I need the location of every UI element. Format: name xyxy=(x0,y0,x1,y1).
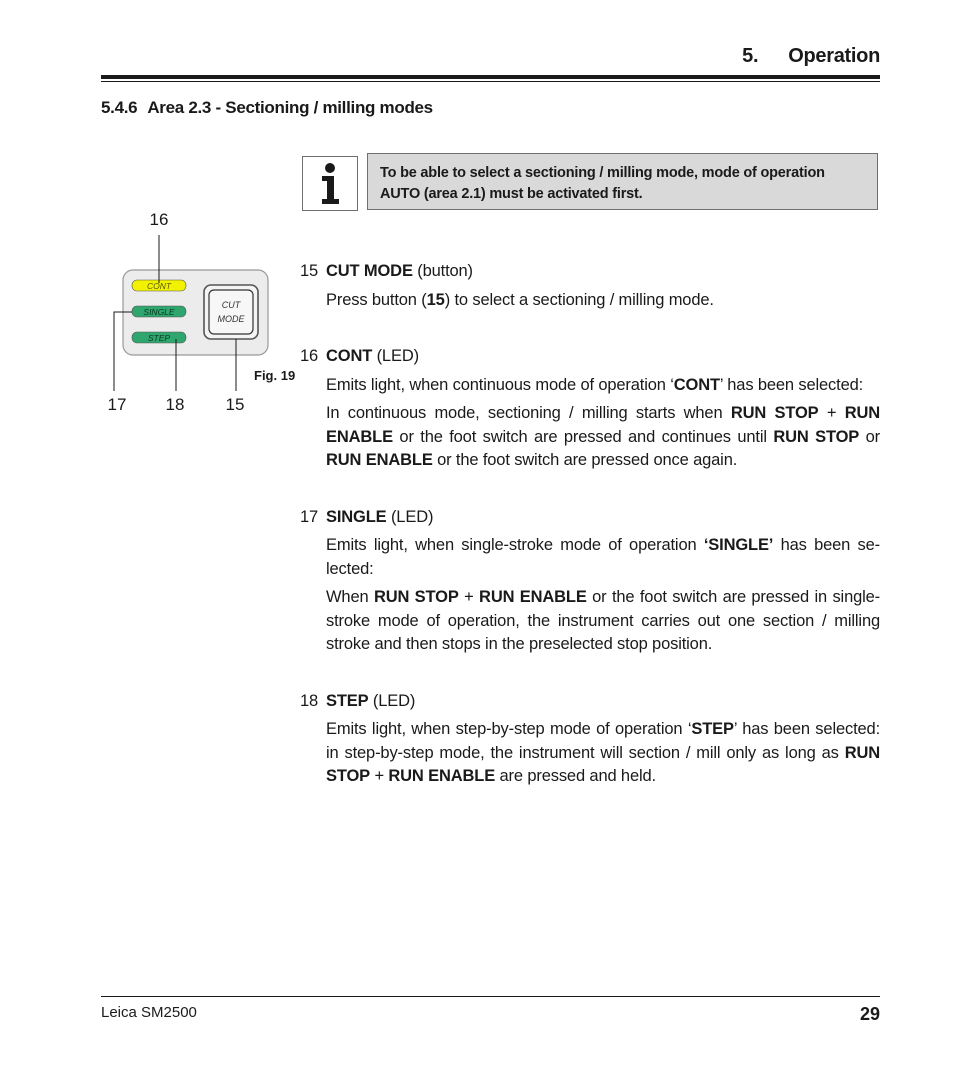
text-segment: STEP xyxy=(691,720,734,738)
text-segment: RUN ENABLE xyxy=(388,767,496,785)
led-label-step: STEP xyxy=(147,333,171,343)
text-segment: ‘SINGLE’ xyxy=(703,536,774,554)
header-rule xyxy=(101,75,880,79)
item-title-segment: (LED) xyxy=(372,347,419,365)
item-title xyxy=(326,506,433,530)
text-segment: or the foot switch are pressed and continues until xyxy=(392,427,774,446)
text-segment: + xyxy=(370,767,389,785)
section-title: Area 2.3 - Sectioning / milling modes xyxy=(147,98,433,117)
text-segment: When xyxy=(326,588,374,606)
text-segment: CONT xyxy=(673,375,720,394)
info-icon xyxy=(302,156,358,211)
item-paragraph xyxy=(326,374,880,398)
item-paragraph xyxy=(326,586,880,657)
cut-mode-button-inner xyxy=(209,290,253,334)
chapter-heading xyxy=(742,45,880,68)
item-18 xyxy=(300,690,880,789)
item-title-segment: CUT MODE xyxy=(326,262,413,280)
text-segment: has been se-lected: xyxy=(326,536,880,578)
page-number: 29 xyxy=(859,1004,880,1024)
text-segment: RUN STOP xyxy=(773,427,860,446)
callout-15: 15 xyxy=(225,395,245,414)
item-body xyxy=(326,374,880,473)
item-title xyxy=(326,345,419,369)
text-segment: RUN ENABLE xyxy=(479,588,587,606)
item-heading xyxy=(300,345,880,369)
item-heading xyxy=(300,260,880,284)
led-label-single: SINGLE xyxy=(143,307,175,317)
item-paragraph xyxy=(326,718,880,789)
led-label-cont: CONT xyxy=(146,281,172,291)
item-number: 15 xyxy=(300,262,319,280)
item-title-segment: STEP xyxy=(326,691,369,710)
text-segment: + xyxy=(458,588,480,606)
chapter-title: Operation xyxy=(788,45,880,67)
text-segment: RUN STOP xyxy=(373,588,459,606)
item-15 xyxy=(300,260,880,312)
item-paragraph xyxy=(326,402,880,473)
text-segment: or the foot switch are pressed in single-stroke mode of operation, the instrument carries out one section / milling stroke and then stops in the preselected stop position. xyxy=(326,588,881,653)
item-list xyxy=(300,260,880,822)
text-segment: or the foot switch are pressed once again. xyxy=(432,451,738,469)
item-title-segment: (LED) xyxy=(386,507,434,526)
item-title xyxy=(326,690,415,714)
text-segment: Emits light, when continuous mode of operation ‘ xyxy=(326,375,674,394)
control-panel-figure xyxy=(100,205,300,420)
text-segment: are pressed and held. xyxy=(495,767,656,785)
callout-18: 18 xyxy=(165,395,185,414)
item-body xyxy=(326,534,880,657)
item-number: 18 xyxy=(300,691,319,710)
text-segment: Emits light, when single-stroke mode of operation xyxy=(326,536,704,554)
item-body xyxy=(326,289,880,313)
item-paragraph xyxy=(326,289,880,313)
callout-16: 16 xyxy=(149,210,169,229)
text-segment: Press button ( xyxy=(326,290,427,309)
chapter-number: 5. xyxy=(742,45,759,67)
text-segment: 15 xyxy=(426,290,445,309)
item-17 xyxy=(300,506,880,657)
item-number: 16 xyxy=(300,347,319,365)
item-body xyxy=(326,718,880,789)
notice-text: To be able to select a sectioning / milling mode, mode of operation AUTO (area 2.1) must be activated first. xyxy=(367,153,878,210)
text-segment: Emits light, when step-by-step mode of operation ‘ xyxy=(326,720,692,738)
item-paragraph xyxy=(326,534,880,581)
text-segment: ’ has been selected: in step-by-step mode, the instrument will section / mill only as long as xyxy=(326,720,881,762)
section-heading xyxy=(101,98,433,118)
footer-rule xyxy=(101,996,880,997)
button-label-line-1: CUT xyxy=(221,300,241,310)
item-title xyxy=(326,260,473,284)
item-title-segment: CONT xyxy=(326,347,373,365)
text-segment: or xyxy=(859,427,881,446)
item-heading xyxy=(300,690,880,714)
text-segment: RUN ENABLE xyxy=(326,404,880,446)
text-segment: RUN STOP xyxy=(730,404,819,422)
header-rule-thin xyxy=(101,81,880,82)
item-16 xyxy=(300,345,880,473)
text-segment: RUN STOP xyxy=(326,743,880,785)
text-segment: + xyxy=(818,404,845,422)
button-label-line-2: MODE xyxy=(217,314,245,324)
callout-17: 17 xyxy=(107,395,127,414)
text-segment: In continuous mode, sectioning / milling starts when xyxy=(326,404,731,422)
item-title-segment: (button) xyxy=(412,262,473,280)
text-segment: ) to select a sectioning / milling mode. xyxy=(444,290,714,309)
item-title-segment: (LED) xyxy=(368,691,416,710)
item-heading xyxy=(300,506,880,530)
figure-label: Fig. 19 xyxy=(254,368,296,383)
product-name: Leica SM2500 xyxy=(101,1004,197,1021)
text-segment: RUN ENABLE xyxy=(326,451,433,469)
item-title-segment: SINGLE xyxy=(326,507,387,526)
item-number: 17 xyxy=(300,507,319,526)
text-segment: ’ has been selected: xyxy=(719,375,864,394)
section-number: 5.4.6 xyxy=(101,98,138,117)
